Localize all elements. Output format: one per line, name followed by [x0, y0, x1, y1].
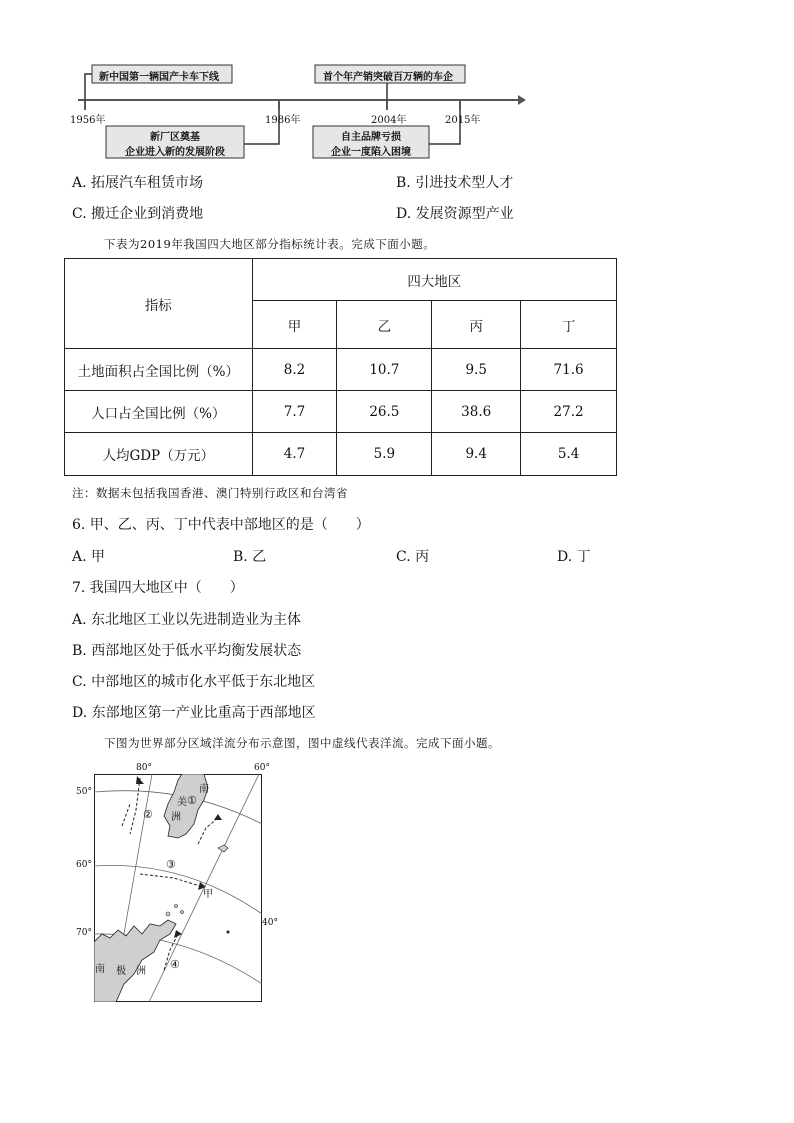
q7-option-c: C. 中部地区的城市化水平低于东北地区	[72, 674, 316, 690]
q6-option-d: D. 丁	[557, 549, 591, 565]
q6-option-a: A. 甲	[72, 549, 106, 565]
lat-label-50: 50°	[76, 787, 92, 797]
q7-option-a: A. 东北地区工业以先进制造业为主体	[72, 612, 302, 628]
region-header: 丁	[521, 301, 617, 349]
table-cell: 71.6	[521, 349, 617, 391]
q7-stem: 7. 我国四大地区中（ ）	[72, 580, 244, 596]
continent-sa-1: 南	[199, 784, 209, 795]
row-label: 土地面积占全国比例（%）	[65, 349, 253, 391]
continent-an-1: 南	[95, 964, 105, 975]
q5-option-a: A. 拓展汽车租赁市场	[72, 175, 204, 191]
row-label: 人口占全国比例（%）	[65, 391, 253, 433]
table-row	[65, 391, 617, 433]
region-header: 丙	[432, 301, 521, 349]
marker-2: ②	[143, 808, 153, 821]
marker-4: ④	[170, 958, 180, 971]
table-row	[65, 349, 617, 391]
table-cell: 5.4	[521, 433, 617, 476]
event-1986-line2: 企业进入新的发展阶段	[125, 147, 225, 158]
event-2015-line2: 企业一度陷入困境	[331, 147, 411, 158]
lat-label-70: 70°	[76, 928, 92, 938]
table-row	[65, 433, 617, 476]
q5-option-b: B. 引进技术型人才	[396, 175, 514, 191]
table-note: 注：数据未包括我国香港、澳门特别行政区和台湾省	[72, 486, 348, 500]
table-cell: 9.4	[432, 433, 521, 476]
event-2004: 首个年产销突破百万辆的车企	[323, 72, 453, 83]
marker-3: ③	[166, 858, 176, 871]
q6-option-c: C. 丙	[396, 549, 430, 565]
table-cell: 5.9	[337, 433, 432, 476]
year-1986: 1986年	[265, 115, 301, 126]
lon-label-60: 60°	[254, 763, 270, 773]
q7-option-b: B. 西部地区处于低水平均衡发展状态	[72, 643, 302, 659]
q5-option-d: D. 发展资源型产业	[396, 206, 514, 222]
continent-sa-3: 洲	[171, 812, 181, 823]
table-cell: 10.7	[337, 349, 432, 391]
region-header: 甲	[252, 301, 337, 349]
table-cell: 4.7	[252, 433, 337, 476]
timeline-arrow-icon	[518, 95, 526, 105]
continent-sa-2: 美	[177, 797, 187, 808]
lon-label-80: 80°	[136, 763, 152, 773]
q5-option-c: C. 搬迁企业到消费地	[72, 206, 204, 222]
region-group-header: 四大地区	[252, 259, 616, 301]
marker-1: ①	[187, 794, 197, 807]
table-cell: 8.2	[252, 349, 337, 391]
indicator-header: 指标	[65, 259, 253, 349]
q6-option-b: B. 乙	[233, 549, 267, 565]
point-jia: 甲	[203, 889, 213, 900]
table-cell: 38.6	[432, 391, 521, 433]
row-label: 人均GDP（万元）	[65, 433, 253, 476]
event-1956: 新中国第一辆国产卡车下线	[99, 72, 219, 83]
lon-label-40: 40°	[262, 918, 278, 928]
year-2004: 2004年	[371, 115, 407, 126]
region-header: 乙	[337, 301, 432, 349]
map-intro: 下图为世界部分区域洋流分布示意图，图中虚线代表洋流。完成下面小题。	[104, 736, 500, 750]
continent-an-3: 洲	[136, 966, 146, 977]
table-intro: 下表为2019年我国四大地区部分指标统计表。完成下面小题。	[104, 237, 436, 251]
table-cell: 26.5	[337, 391, 432, 433]
q7-option-d: D. 东部地区第一产业比重高于西部地区	[72, 705, 316, 721]
statistics-table	[64, 258, 617, 476]
table-cell: 7.7	[252, 391, 337, 433]
continent-an-2: 极	[116, 966, 126, 977]
q6-stem: 6. 甲、乙、丙、丁中代表中部地区的是（ ）	[72, 517, 370, 533]
year-2015: 2015年	[445, 115, 481, 126]
event-1986-line1: 新厂区奠基	[150, 132, 200, 143]
table-cell: 27.2	[521, 391, 617, 433]
event-2015-line1: 自主品牌亏损	[341, 132, 401, 143]
lat-label-60: 60°	[76, 860, 92, 870]
table-cell: 9.5	[432, 349, 521, 391]
year-1956: 1956年	[70, 115, 106, 126]
